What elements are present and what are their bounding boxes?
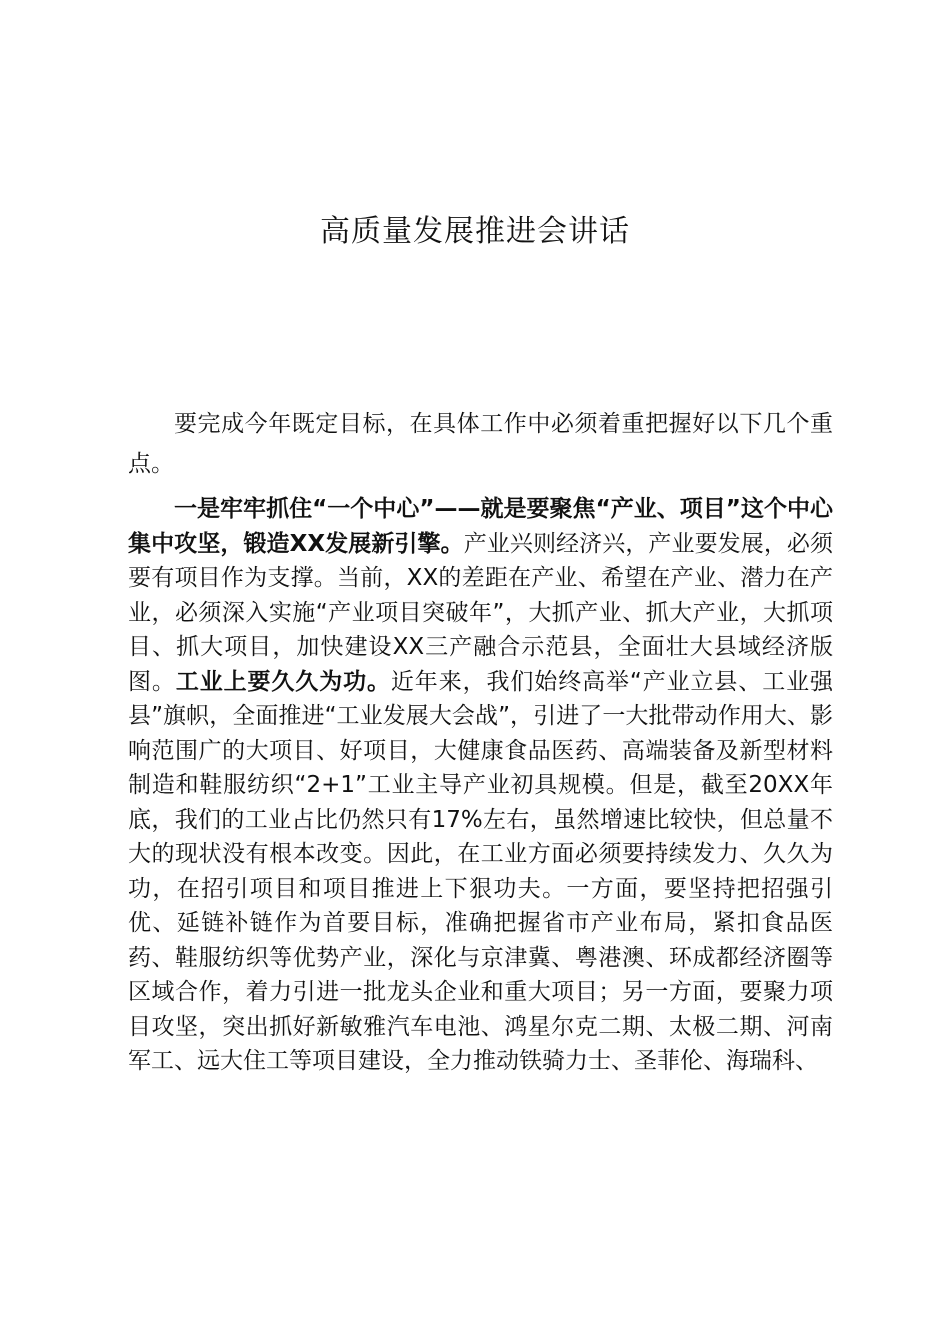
point-one-text-a: 产业兴则经济兴，产业要发展，必须要有项目作为支撑。当前，XX的差距在产业、希望在产业、潜力在产业，必须深入实施“产业项目突破年”，大抓产业、抓大产业，大抓项目、抓大项目，加快建设XX三产融合示范县，全面壮大县域经济版图。 — [128, 530, 834, 695]
document-title: 高质量发展推进会讲话 — [320, 214, 630, 249]
intro-paragraph: 要完成今年既定目标，在具体工作中必须着重把握好以下几个重点。 — [128, 411, 833, 477]
point-one-paragraph — [128, 492, 833, 1079]
document-body — [128, 404, 833, 1079]
point-one-text-b: 近年来，我们始终高举“产业立县、工业强县”旗帜，全面推进“工业发展大会战”，引进了一大批带动作用大、影响范围广的大项目、好项目，大健康食品医药、高端装备及新型材料制造和鞋服纺织“2+1”工业主导产业初具规模。但是，截至20XX年底，我们的工业占比仍然只有17%左右，虽然增速比较快，但总量不大的现状没有根本改变。因此，在工业方面必须要持续发力、久久为功，在招引项目和项目推进上下狠功夫。一方面，要坚持把招强引优、延链补链作为首要目标，准确把握省市产业布局，紧扣食品医药、鞋服纺织等优势产业，深化与京津冀、粤港澳、环成都经济圈等区域合作，着力引进一批龙头企业和重大项目；另一方面，要聚力项目攻坚，突出抓好新敏雅汽车电池、鸿星尔克二期、太极二期、河南军工、远大住工等项目建设，全力推动铁骑力士、圣菲伦、海瑞科、 — [128, 668, 834, 1074]
industry-subheading: 工业上要久久为功。 — [175, 668, 391, 695]
point-one-heading: 一是牢牢抓住“一个中心”——就是要聚焦“产业、项目”这个中心集中攻坚，锻造XX发展新引擎。 — [128, 496, 833, 557]
